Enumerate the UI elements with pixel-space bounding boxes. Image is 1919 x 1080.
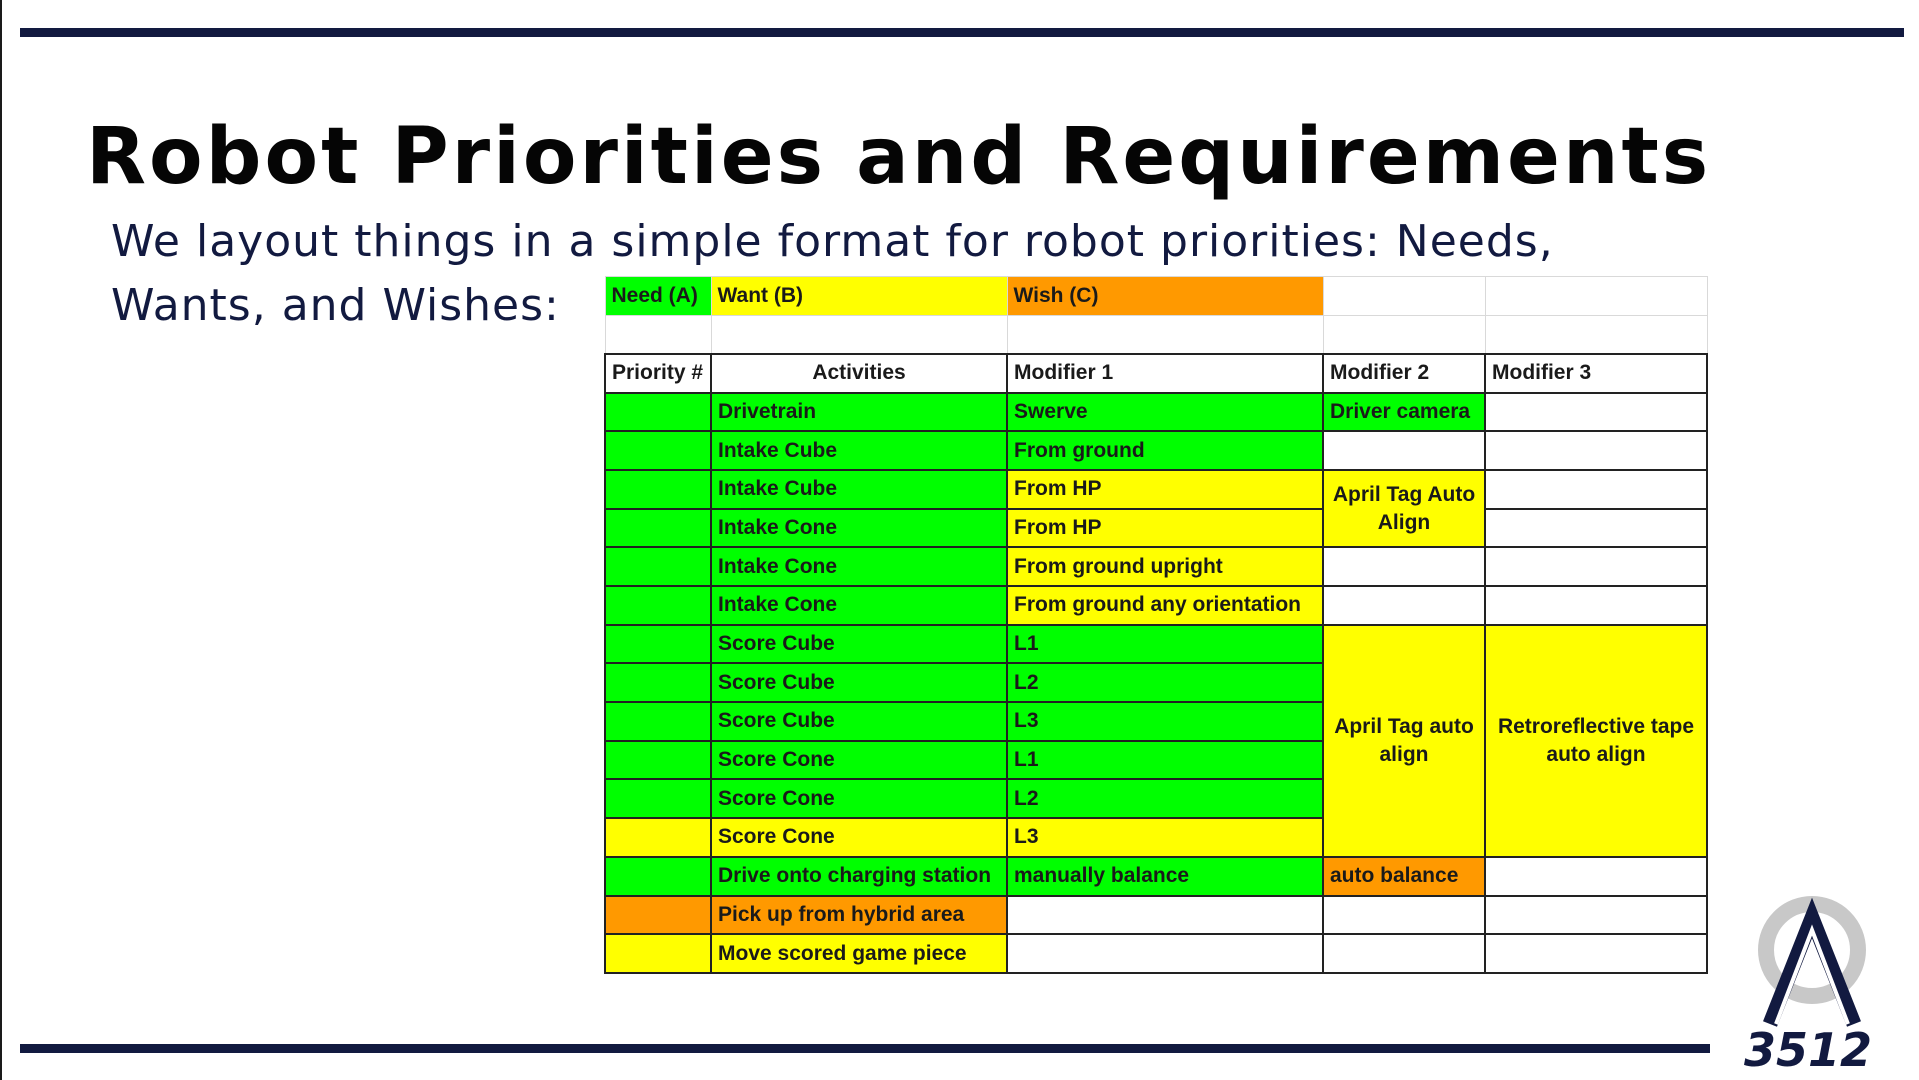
priority-cell — [605, 663, 711, 702]
modifier3-cell — [1485, 431, 1707, 470]
modifier1-cell: L3 — [1007, 818, 1323, 857]
table-row — [605, 625, 1707, 664]
modifier1-cell: L3 — [1007, 702, 1323, 741]
activity-cell: Score Cube — [711, 663, 1007, 702]
modifier3-cell — [1485, 470, 1707, 509]
slide-subtitle: We layout things in a simple format for robot priorities: Needs, Wants, and Wishes: — [111, 216, 1554, 331]
table-row — [605, 470, 1707, 509]
modifier1-cell: From ground upright — [1007, 547, 1323, 586]
priority-cell — [605, 934, 711, 973]
top-rule — [20, 28, 1904, 37]
header-activities: Activities — [711, 354, 1007, 393]
slide-title: Robot Priorities and Requirements — [86, 112, 1712, 202]
priority-cell — [605, 741, 711, 780]
logo-team-number: 3512 — [1743, 1023, 1873, 1076]
modifier2-cell — [1323, 934, 1485, 973]
table-row — [605, 509, 1707, 548]
modifier2-cell — [1323, 547, 1485, 586]
priority-cell — [605, 393, 711, 432]
header-modifier-1: Modifier 1 — [1007, 354, 1323, 393]
left-edge-line — [0, 0, 2, 1080]
activity-cell: Drivetrain — [711, 393, 1007, 432]
table-row — [605, 586, 1707, 625]
modifier1-cell: From ground — [1007, 431, 1323, 470]
activity-cell: Score Cone — [711, 779, 1007, 818]
table-row — [605, 547, 1707, 586]
priorities-table — [604, 276, 1708, 974]
priority-cell — [605, 470, 711, 509]
header-modifier-3: Modifier 3 — [1485, 354, 1707, 393]
empty-cell — [1007, 315, 1323, 354]
modifier2-cell: Driver camera — [1323, 393, 1485, 432]
modifier3-cell — [1485, 509, 1707, 548]
empty-cell — [605, 315, 711, 354]
header-row — [605, 354, 1707, 393]
table-row — [605, 393, 1707, 432]
priority-cell — [605, 586, 711, 625]
priority-cell — [605, 702, 711, 741]
spacer-row — [605, 315, 1707, 354]
legend-wish: Wish (C) — [1007, 277, 1323, 316]
team-logo — [1712, 896, 1912, 1076]
activity-cell: Move scored game piece — [711, 934, 1007, 973]
priority-cell — [605, 779, 711, 818]
empty-cell — [1485, 277, 1707, 316]
modifier1-cell: From ground any orientation — [1007, 586, 1323, 625]
empty-cell — [711, 315, 1007, 354]
modifier3-cell — [1485, 547, 1707, 586]
modifier1-cell: manually balance — [1007, 857, 1323, 896]
table-row — [605, 896, 1707, 935]
modifier2-cell — [1323, 586, 1485, 625]
activity-cell: Score Cone — [711, 818, 1007, 857]
empty-cell — [1323, 277, 1485, 316]
modifier3-cell-merged: Retroreflective tape auto align — [1485, 625, 1707, 857]
modifier1-cell: From HP — [1007, 509, 1323, 548]
modifier1-cell — [1007, 934, 1323, 973]
priority-cell — [605, 818, 711, 857]
modifier2-cell: auto balance — [1323, 857, 1485, 896]
activity-cell: Score Cube — [711, 625, 1007, 664]
modifier1-cell: L1 — [1007, 741, 1323, 780]
priority-cell — [605, 857, 711, 896]
modifier3-cell — [1485, 586, 1707, 625]
activity-cell: Pick up from hybrid area — [711, 896, 1007, 935]
table-row — [605, 934, 1707, 973]
legend-row — [605, 277, 1707, 316]
priority-cell — [605, 547, 711, 586]
activity-cell: Intake Cube — [711, 470, 1007, 509]
table-row — [605, 857, 1707, 896]
priority-cell — [605, 431, 711, 470]
priority-cell — [605, 896, 711, 935]
modifier1-cell: Swerve — [1007, 393, 1323, 432]
modifier1-cell: L1 — [1007, 625, 1323, 664]
modifier1-cell: L2 — [1007, 663, 1323, 702]
modifier3-cell — [1485, 857, 1707, 896]
modifier1-cell — [1007, 896, 1323, 935]
legend-need: Need (A) — [605, 277, 711, 316]
modifier2-cell-merged: April Tag Auto Align — [1323, 470, 1485, 547]
header-modifier-2: Modifier 2 — [1323, 354, 1485, 393]
modifier3-cell — [1485, 934, 1707, 973]
bottom-rule — [20, 1044, 1710, 1053]
activity-cell: Score Cube — [711, 702, 1007, 741]
activity-cell: Intake Cone — [711, 547, 1007, 586]
empty-cell — [1323, 315, 1485, 354]
activity-cell: Intake Cone — [711, 586, 1007, 625]
modifier1-cell: L2 — [1007, 779, 1323, 818]
modifier2-cell-merged: April Tag auto align — [1323, 625, 1485, 857]
header-priority: Priority # — [605, 354, 711, 393]
activity-cell: Drive onto charging station — [711, 857, 1007, 896]
priority-cell — [605, 625, 711, 664]
modifier3-cell — [1485, 896, 1707, 935]
modifier3-cell — [1485, 393, 1707, 432]
priority-cell — [605, 509, 711, 548]
modifier2-cell — [1323, 431, 1485, 470]
activity-cell: Intake Cone — [711, 509, 1007, 548]
modifier2-cell — [1323, 896, 1485, 935]
activity-cell: Intake Cube — [711, 431, 1007, 470]
legend-want: Want (B) — [711, 277, 1007, 316]
activity-cell: Score Cone — [711, 741, 1007, 780]
modifier1-cell: From HP — [1007, 470, 1323, 509]
empty-cell — [1485, 315, 1707, 354]
table-row — [605, 431, 1707, 470]
